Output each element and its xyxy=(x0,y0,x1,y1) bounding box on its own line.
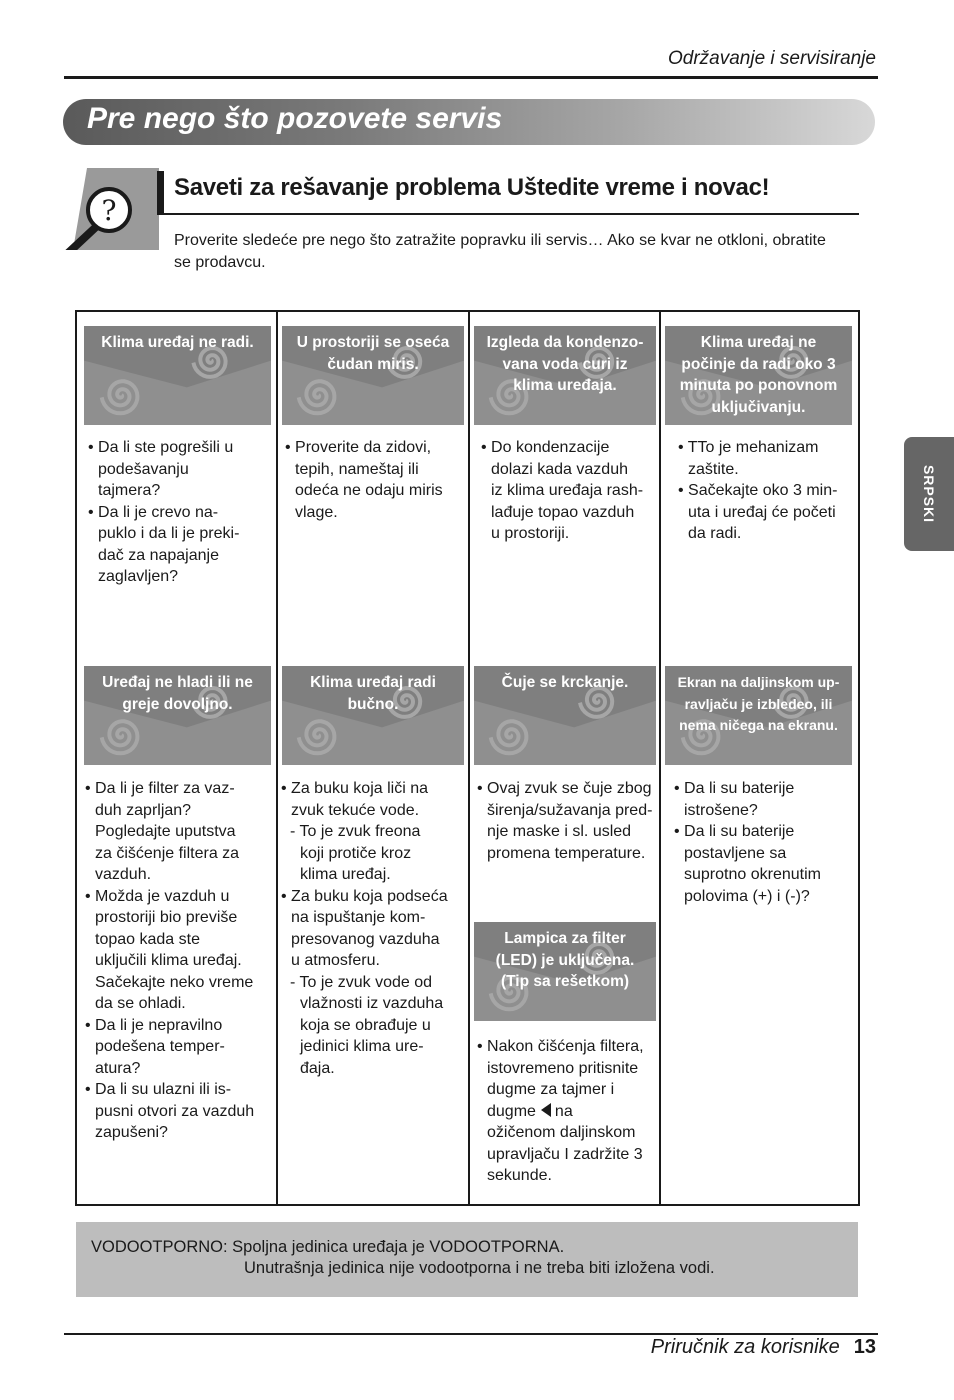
checklist-line: dugme za tajmer i xyxy=(487,1081,615,1098)
intro-line: se prodavcu. xyxy=(174,254,266,271)
problem-title-line: Ekran na daljinskom up- xyxy=(677,674,840,690)
page-footer xyxy=(651,1336,876,1359)
checklist-line: ožičenom daljinskom xyxy=(487,1124,636,1141)
checklist-line: zaglavljen? xyxy=(98,568,179,585)
running-head: Održavanje i servisiranje xyxy=(667,48,876,69)
problem-checklist xyxy=(281,778,448,1079)
problem-tile xyxy=(665,326,852,425)
svg-text:?: ? xyxy=(101,194,117,227)
language-label: SRPSKI xyxy=(921,464,937,524)
problem-title xyxy=(669,332,848,418)
problem-checklist xyxy=(674,778,821,907)
checklist-line: puklo i da li je preki- xyxy=(98,525,240,542)
problem-title xyxy=(286,672,460,715)
checklist-line: da radi. xyxy=(688,525,742,542)
problem-title-line: počinje da radi oko 3 xyxy=(681,355,836,373)
checklist-line: koji protiče kroz xyxy=(300,844,412,862)
page-number: 13 xyxy=(853,1336,876,1358)
checklist-line: postavljene sa xyxy=(684,844,787,862)
magnifier-question-icon xyxy=(63,168,159,250)
problem-title xyxy=(286,332,460,375)
problem-title-line: ravljaču je izbledeo, ili xyxy=(684,695,833,712)
checklist-line: uta i uređaj će početi xyxy=(688,503,836,521)
problem-title-line: Uređaj ne hladi ili ne xyxy=(102,674,253,691)
problem-title-line: Klima uređaj ne xyxy=(700,334,817,351)
checklist-line: nje maske i sl. usled xyxy=(487,823,632,840)
checklist-line: lađuje topao vazduh xyxy=(491,503,635,521)
checklist-line: zapušeni? xyxy=(95,1124,168,1141)
checklist-line: odeća ne odaju miris xyxy=(295,482,443,499)
problem-checklist xyxy=(678,437,837,545)
checklist-line: vlažnosti iz vazduha xyxy=(300,995,444,1012)
problem-title xyxy=(669,672,848,737)
problem-tile xyxy=(474,666,656,765)
problem-title-line: uključivanju. xyxy=(711,398,806,416)
checklist-line xyxy=(477,1101,644,1123)
checklist-line: tajmera? xyxy=(98,482,161,499)
checklist-line: da se ohladi. xyxy=(95,995,186,1012)
problem-title xyxy=(478,672,652,694)
problem-title-line: (Tip sa rešetkom) xyxy=(500,973,630,990)
checklist-item: • Da li su ulazni ili is- xyxy=(85,1081,232,1098)
checklist-line: na ispuštanje kom- xyxy=(291,909,426,926)
checklist-item: • Za buku koja podseća xyxy=(281,887,448,905)
checklist-line: dač za napajanje xyxy=(98,546,219,564)
checklist-item: • Proverite da zidovi, xyxy=(285,439,432,456)
problem-checklist xyxy=(477,778,652,864)
checklist-line: atura? xyxy=(95,1059,141,1077)
problem-title xyxy=(88,332,267,354)
checklist-item: • Do kondenzacije xyxy=(481,439,610,456)
problem-tile xyxy=(474,326,656,425)
problem-tile xyxy=(84,666,271,765)
problem-tile xyxy=(282,666,464,765)
problem-title-line: (LED) je uključena. xyxy=(495,951,635,969)
footer-label: Priručnik za korisnike xyxy=(650,1336,840,1358)
problem-title xyxy=(88,672,267,715)
checklist-text: dugme xyxy=(487,1102,536,1120)
bottom-rule xyxy=(64,1333,878,1335)
checklist-item: • TTo je mehanizam xyxy=(678,439,819,456)
checklist-line: jedinici klima ure- xyxy=(300,1038,424,1055)
checklist-line: uključili klima uređaj. xyxy=(95,952,242,969)
problem-title-line: klima uređaja. xyxy=(513,377,617,394)
checklist-item: • Nakon čišćenja filtera, xyxy=(477,1038,644,1055)
checklist-line: klima uređaj. xyxy=(300,866,391,883)
left-arrow-icon xyxy=(541,1103,551,1117)
checklist-line: širenja/sužavanja pred- xyxy=(487,801,653,819)
checklist-line: podešavanju xyxy=(98,460,189,478)
top-rule xyxy=(64,76,878,79)
language-tab xyxy=(904,437,954,551)
checklist-item: • Sačekajte oko 3 min- xyxy=(678,482,838,499)
problem-title-line: nema ničega na ekranu. xyxy=(679,717,838,733)
problem-title xyxy=(478,928,652,993)
intro-line: Proverite sledeće pre nego što zatražite popravku ili servis… Ako se kvar ne otkloni, obratite xyxy=(174,232,826,249)
checklist-item: • Da li je nepravilno xyxy=(85,1016,223,1034)
checklist-item: • Možda je vazduh u xyxy=(85,887,230,905)
checklist-line: pusni otvori za vazduh xyxy=(95,1102,255,1120)
checklist-subitem: - To je zvuk freona xyxy=(290,823,421,840)
checklist-line: zvuk tekuće vode. xyxy=(291,801,420,819)
checklist-item: • Da li je filter za vaz- xyxy=(85,780,235,797)
checklist-line: u prostoriji. xyxy=(491,525,570,542)
checklist-item: • Da li je crevo na- xyxy=(88,503,219,521)
checklist-line: Sačekajte neko vreme xyxy=(95,973,254,991)
problem-checklist xyxy=(285,437,443,523)
checklist-line: dolazi kada vazduh xyxy=(491,460,628,478)
waterproof-note xyxy=(76,1222,858,1297)
problem-title-line: U prostoriji se oseća xyxy=(296,334,450,351)
section-rule xyxy=(157,213,859,215)
problem-title-line: Izgleda da kondenzo- xyxy=(486,334,644,351)
checklist-item: • Za buku koja liči na xyxy=(281,780,429,797)
checklist-item: • Da li ste pogrešili u xyxy=(88,439,234,456)
problem-tile xyxy=(474,922,656,1021)
section-bar xyxy=(157,171,164,214)
checklist-line: topao kada ste xyxy=(95,930,200,948)
checklist-line: upravljaču I zadržite 3 xyxy=(487,1145,643,1163)
problem-title-line: čudan miris. xyxy=(327,355,419,373)
problem-checklist xyxy=(85,778,254,1144)
checklist-line: u atmosferu. xyxy=(291,952,380,969)
note-line: VODOOTPORNO: Spoljna jedinica uređaja je VODOOTPORNA. xyxy=(91,1238,565,1256)
problem-title-line: greje dovoljno. xyxy=(122,695,233,713)
checklist-text: na xyxy=(554,1102,573,1120)
checklist-line: presovanog vazduha xyxy=(291,930,440,948)
problem-title-line: Klima uređaj radi xyxy=(310,674,436,691)
page-title: Pre nego što pozovete servis xyxy=(87,102,503,135)
problem-title-line: Čuje se krckanje. xyxy=(501,674,629,691)
checklist-line: vazduh. xyxy=(95,866,152,883)
checklist-line: koja se obrađuje u xyxy=(300,1016,431,1034)
checklist-line: za čišćenje filtera za xyxy=(95,844,240,862)
checklist-line: Pogledajte uputstva xyxy=(95,823,236,840)
checklist-item: • Da li su baterije xyxy=(674,823,795,840)
checklist-item: • Ovaj zvuk se čuje zbog xyxy=(477,780,652,797)
column-divider xyxy=(468,310,470,1206)
column-divider xyxy=(276,310,278,1206)
problem-tile xyxy=(84,326,271,425)
problem-title-line: bučno. xyxy=(347,695,399,713)
problem-title-line: minuta po ponovnom xyxy=(679,377,838,394)
problem-checklist xyxy=(88,437,239,588)
problem-checklist xyxy=(477,1036,644,1187)
checklist-line: promena temperature. xyxy=(487,844,646,862)
checklist-line: istrošene? xyxy=(684,801,758,819)
checklist-line: iz klima uređaja rash- xyxy=(491,482,644,499)
title-banner xyxy=(63,99,875,145)
checklist-line: suprotno okrenutim xyxy=(684,866,821,883)
checklist-line: sekunde. xyxy=(487,1167,552,1184)
problem-title-line: Lampica za filter xyxy=(504,930,626,947)
checklist-line: podešena temper- xyxy=(95,1038,225,1055)
section-title: Saveti za rešavanje problema Uštedite vreme i novac! xyxy=(174,174,770,201)
checklist-line: duh zaprljan? xyxy=(95,801,192,819)
intro-text xyxy=(174,230,854,274)
checklist-line: istovremeno pritisnite xyxy=(487,1059,639,1077)
checklist-line: vlage. xyxy=(295,503,338,521)
problem-tile xyxy=(282,326,464,425)
problem-title-line: vana voda curi iz xyxy=(502,355,628,373)
problem-title xyxy=(478,332,652,397)
checklist-line: zaštite. xyxy=(688,460,739,478)
problem-tile xyxy=(665,666,852,765)
checklist-line: polovima (+) i (-)? xyxy=(684,887,810,905)
problem-title-line: Klima uređaj ne radi. xyxy=(101,334,254,351)
checklist-line: tepih, nameštaj ili xyxy=(295,460,419,478)
checklist-subitem: - To je zvuk vode od xyxy=(290,973,433,991)
problem-checklist xyxy=(481,437,643,545)
column-divider xyxy=(659,310,661,1206)
checklist-line: đaja. xyxy=(300,1059,335,1077)
checklist-item: • Da li su baterije xyxy=(674,780,795,797)
note-line: Unutrašnja jedinica nije vodootporna i ne treba biti izložena vodi. xyxy=(244,1259,715,1277)
checklist-line: prostoriji bio previše xyxy=(95,909,238,926)
